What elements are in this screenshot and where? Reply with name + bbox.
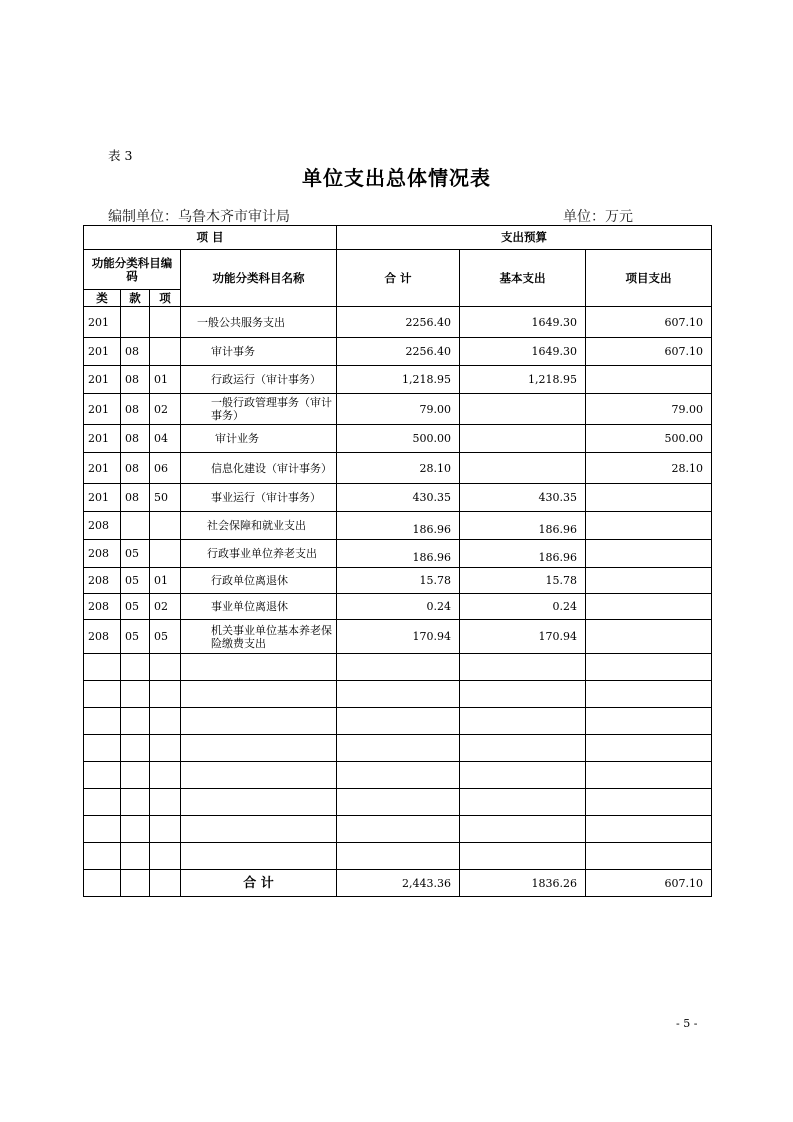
cell-xiang: 02 <box>150 394 181 425</box>
empty-row <box>84 654 712 681</box>
cell-xiang: 06 <box>150 453 181 484</box>
total-row <box>84 870 712 897</box>
cell-total: 170.94 <box>337 620 460 654</box>
cell-name: 信息化建设（审计事务） <box>181 453 337 484</box>
header-total: 合 计 <box>337 250 460 307</box>
cell-proj <box>586 484 712 512</box>
header-lei: 类 <box>84 290 121 307</box>
cell-basic: 1,218.95 <box>460 366 586 394</box>
cell-proj <box>586 594 712 620</box>
cell-basic: 186.96 <box>460 540 586 568</box>
cell-proj <box>586 366 712 394</box>
cell-proj: 500.00 <box>586 425 712 453</box>
empty-row <box>84 708 712 735</box>
table-row <box>84 568 712 594</box>
cell-proj <box>586 620 712 654</box>
cell-kuan: 08 <box>121 338 150 366</box>
cell-xiang <box>150 540 181 568</box>
header-func-code: 功能分类科目编码 <box>84 250 181 290</box>
header-project: 项 目 <box>84 226 337 250</box>
cell-name: 事业运行（审计事务） <box>181 484 337 512</box>
table-row <box>84 307 712 338</box>
cell-kuan: 05 <box>121 620 150 654</box>
total-basic: 1836.26 <box>460 870 586 897</box>
page-title: 单位支出总体情况表 <box>302 166 491 190</box>
cell-proj: 607.10 <box>586 338 712 366</box>
cell-basic <box>460 425 586 453</box>
cell-lei: 208 <box>84 594 121 620</box>
empty-row <box>84 681 712 708</box>
cell-basic: 1649.30 <box>460 338 586 366</box>
header-row-1 <box>84 226 712 250</box>
cell-lei: 201 <box>84 394 121 425</box>
cell-proj: 607.10 <box>586 307 712 338</box>
cell-lei: 208 <box>84 568 121 594</box>
cell-total: 15.78 <box>337 568 460 594</box>
empty-row <box>84 789 712 816</box>
cell-name: 机关事业单位基本养老保险缴费支出 <box>181 620 337 654</box>
total-amount: 2,443.36 <box>337 870 460 897</box>
cell-proj <box>586 540 712 568</box>
cell-kuan: 08 <box>121 453 150 484</box>
table-row <box>84 453 712 484</box>
table-row <box>84 394 712 425</box>
cell-kuan <box>121 512 150 540</box>
cell-total: 1,218.95 <box>337 366 460 394</box>
empty-row <box>84 816 712 843</box>
cell-xiang: 05 <box>150 620 181 654</box>
cell-kuan: 05 <box>121 540 150 568</box>
expenditure-table-container <box>83 225 711 901</box>
total-label: 合 计 <box>181 870 337 897</box>
header-xiang: 项 <box>150 290 181 307</box>
cell-lei: 201 <box>84 484 121 512</box>
table-row <box>84 540 712 568</box>
currency-unit: 单位：万元 <box>563 209 633 225</box>
cell-basic: 186.96 <box>460 512 586 540</box>
cell-total: 79.00 <box>337 394 460 425</box>
empty-row <box>84 762 712 789</box>
cell-name: 社会保障和就业支出 <box>181 512 337 540</box>
table-row <box>84 620 712 654</box>
header-basic: 基本支出 <box>460 250 586 307</box>
cell-total: 2256.40 <box>337 338 460 366</box>
cell-name: 审计业务 <box>181 425 337 453</box>
header-kuan: 款 <box>121 290 150 307</box>
cell-name: 一般行政管理事务（审计事务） <box>181 394 337 425</box>
empty-row <box>84 843 712 870</box>
total-proj: 607.10 <box>586 870 712 897</box>
header-row-2 <box>84 250 712 290</box>
cell-total: 0.24 <box>337 594 460 620</box>
cell-total: 28.10 <box>337 453 460 484</box>
cell-proj <box>586 512 712 540</box>
cell-basic: 170.94 <box>460 620 586 654</box>
cell-basic: 15.78 <box>460 568 586 594</box>
cell-total: 186.96 <box>337 512 460 540</box>
cell-kuan: 05 <box>121 568 150 594</box>
cell-xiang <box>150 307 181 338</box>
cell-lei: 208 <box>84 620 121 654</box>
table-row <box>84 484 712 512</box>
expenditure-table <box>83 225 712 897</box>
cell-xiang: 01 <box>150 568 181 594</box>
cell-name: 审计事务 <box>181 338 337 366</box>
cell-xiang <box>150 338 181 366</box>
cell-total: 186.96 <box>337 540 460 568</box>
cell-basic <box>460 453 586 484</box>
cell-kuan: 08 <box>121 394 150 425</box>
empty-row <box>84 735 712 762</box>
cell-name: 事业单位离退休 <box>181 594 337 620</box>
cell-kuan: 08 <box>121 484 150 512</box>
compiling-unit: 编制单位：乌鲁木齐市审计局 <box>108 209 290 225</box>
cell-total: 430.35 <box>337 484 460 512</box>
cell-total: 2256.40 <box>337 307 460 338</box>
cell-total: 500.00 <box>337 425 460 453</box>
cell-lei: 201 <box>84 338 121 366</box>
cell-kuan: 05 <box>121 594 150 620</box>
cell-xiang: 01 <box>150 366 181 394</box>
cell-xiang: 50 <box>150 484 181 512</box>
cell-lei: 201 <box>84 425 121 453</box>
cell-basic: 430.35 <box>460 484 586 512</box>
cell-xiang: 02 <box>150 594 181 620</box>
cell-kuan <box>121 307 150 338</box>
cell-proj: 28.10 <box>586 453 712 484</box>
cell-xiang: 04 <box>150 425 181 453</box>
table-number: 表 3 <box>108 148 133 163</box>
cell-name: 行政运行（审计事务） <box>181 366 337 394</box>
table-row <box>84 512 712 540</box>
table-row <box>84 338 712 366</box>
table-row <box>84 366 712 394</box>
cell-proj: 79.00 <box>586 394 712 425</box>
table-row <box>84 425 712 453</box>
cell-basic <box>460 394 586 425</box>
cell-lei: 201 <box>84 453 121 484</box>
cell-kuan: 08 <box>121 425 150 453</box>
cell-lei: 201 <box>84 366 121 394</box>
header-proj: 项目支出 <box>586 250 712 307</box>
table-row <box>84 594 712 620</box>
cell-lei: 208 <box>84 512 121 540</box>
cell-basic: 0.24 <box>460 594 586 620</box>
cell-lei: 201 <box>84 307 121 338</box>
header-budget: 支出预算 <box>337 226 712 250</box>
cell-name: 一般公共服务支出 <box>181 307 337 338</box>
cell-proj <box>586 568 712 594</box>
cell-name: 行政事业单位养老支出 <box>181 540 337 568</box>
cell-name: 行政单位离退休 <box>181 568 337 594</box>
cell-xiang <box>150 512 181 540</box>
cell-lei: 208 <box>84 540 121 568</box>
page-number: - 5 - <box>676 1017 698 1030</box>
cell-kuan: 08 <box>121 366 150 394</box>
header-func-name: 功能分类科目名称 <box>181 250 337 307</box>
cell-basic: 1649.30 <box>460 307 586 338</box>
